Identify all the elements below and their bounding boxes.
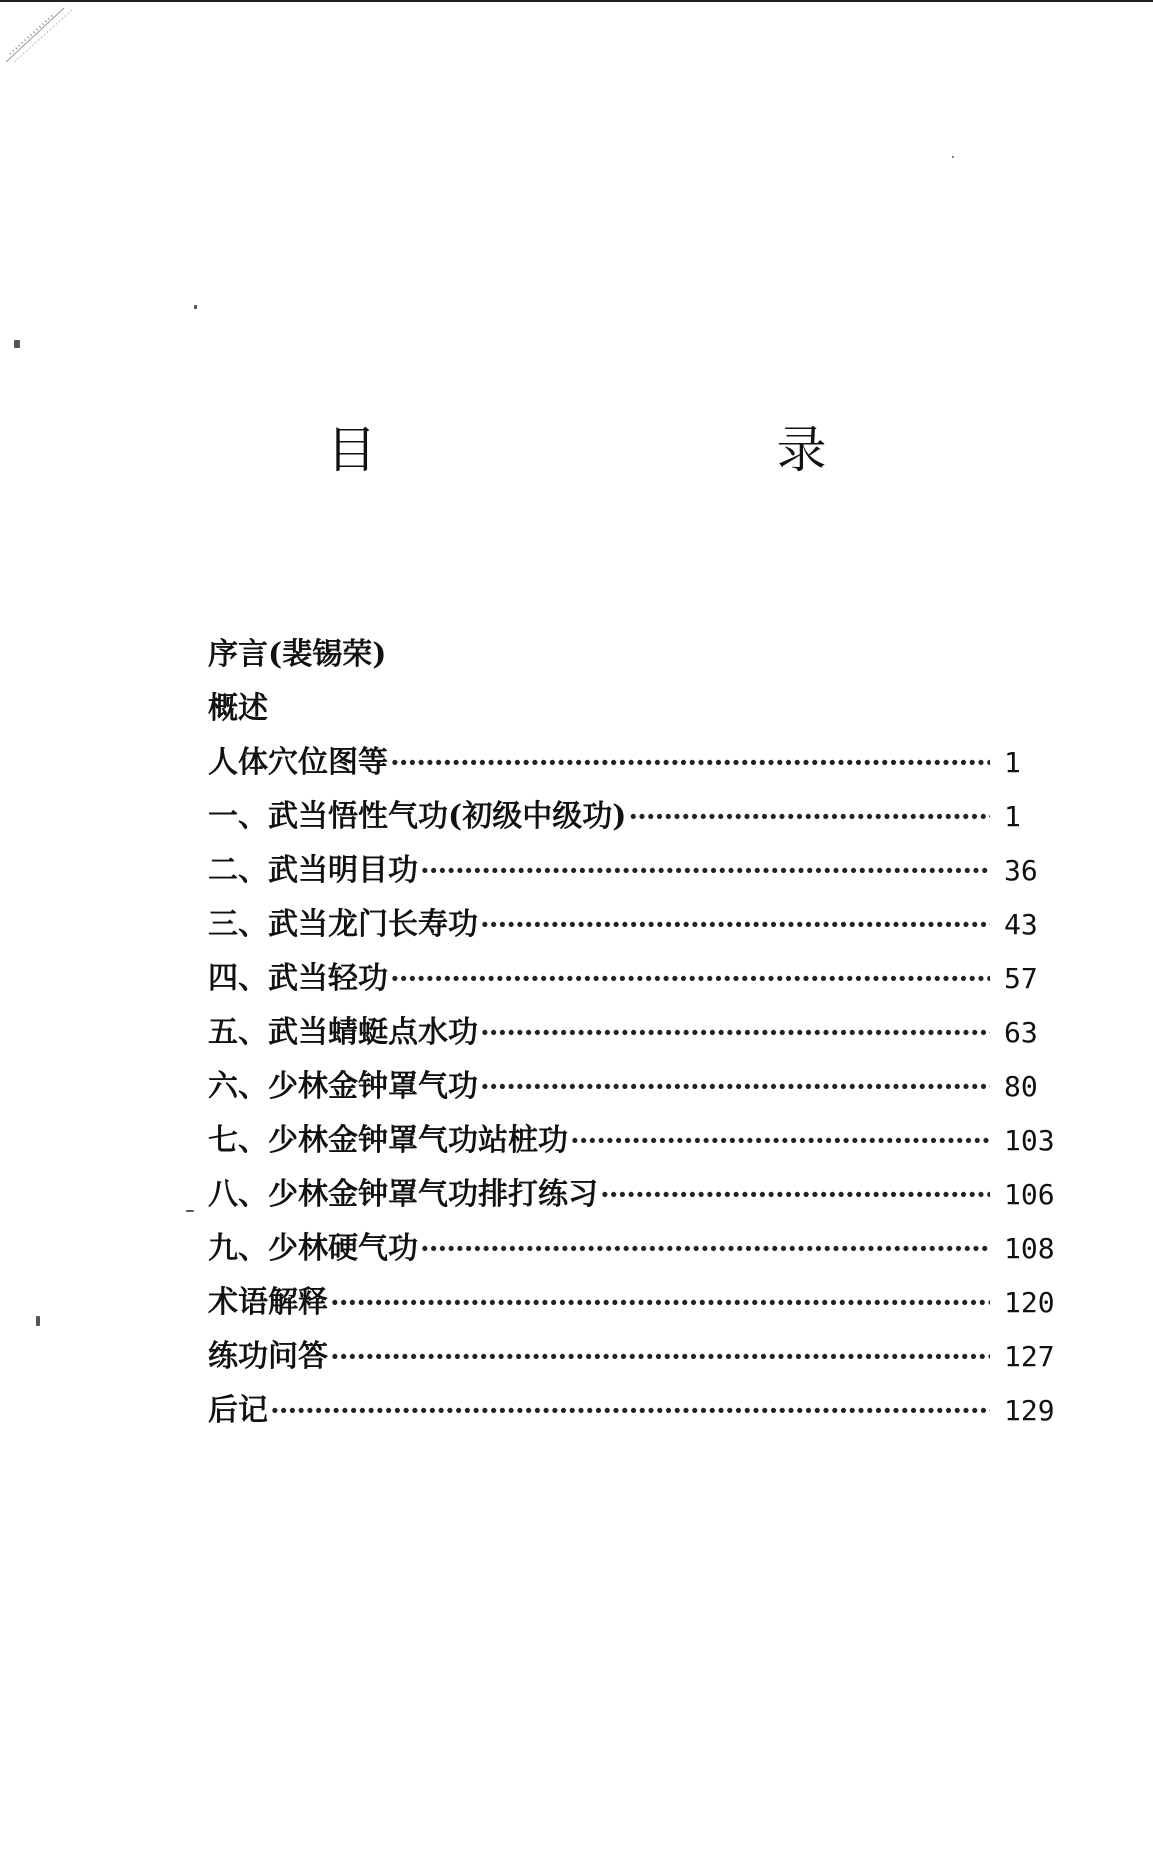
toc-entry — [208, 898, 1068, 952]
toc-entry-label: 序言(裴锡荣) — [208, 637, 387, 672]
dot-leader — [270, 1384, 990, 1438]
toc-entry-label: 三、武当龙门长寿功 — [208, 907, 478, 942]
dot-leader — [600, 1168, 990, 1222]
toc-entry-label: 概述 — [208, 691, 268, 726]
toc-entry — [208, 1384, 1068, 1438]
page-title: 目 录 — [326, 421, 927, 479]
scan-speck — [14, 340, 20, 348]
toc-entry — [208, 1060, 1068, 1114]
toc-entry-label: 练功问答 — [208, 1339, 328, 1374]
dot-leader — [420, 1222, 990, 1276]
toc-page-number: 108 — [1004, 1232, 1055, 1265]
toc-entry — [208, 628, 1068, 682]
toc-page-number: 36 — [1004, 854, 1038, 887]
toc-entry — [208, 1168, 1068, 1222]
toc-page-number: 1 — [1004, 800, 1021, 833]
toc-entry — [208, 844, 1068, 898]
toc-entry — [208, 1114, 1068, 1168]
toc-entry-label: 一、武当悟性气功(初级中级功) — [208, 799, 627, 834]
toc-entry — [208, 1276, 1068, 1330]
scan-speck — [194, 305, 197, 309]
toc-entry-label: 术语解释 — [208, 1285, 328, 1320]
toc-entry — [208, 1222, 1068, 1276]
toc-page-number: 129 — [1004, 1394, 1055, 1427]
toc-entry-label: 四、武当轻功 — [208, 961, 388, 996]
toc-entry — [208, 682, 1068, 736]
corner-watermark-stamp — [4, 6, 74, 64]
scan-speck — [36, 1316, 40, 1326]
toc-entry-label: 人体穴位图等 — [208, 745, 388, 780]
top-border-line — [0, 0, 1153, 2]
toc-entry — [208, 790, 1068, 844]
dot-leader — [480, 1060, 990, 1114]
toc-entry — [208, 1006, 1068, 1060]
dot-leader — [390, 736, 990, 790]
dot-leader — [330, 1330, 990, 1384]
table-of-contents — [208, 628, 1068, 1438]
dot-leader — [480, 1006, 990, 1060]
dot-leader — [480, 898, 990, 952]
toc-entry-label: 二、武当明目功 — [208, 853, 418, 888]
toc-page-number: 120 — [1004, 1286, 1055, 1319]
toc-entry-label: 五、武当蜻蜓点水功 — [208, 1015, 478, 1050]
toc-entry-label: 六、少林金钟罩气功 — [208, 1069, 478, 1104]
toc-page-number: 127 — [1004, 1340, 1055, 1373]
toc-page-number: 1 — [1004, 746, 1021, 779]
toc-page-number: 63 — [1004, 1016, 1038, 1049]
toc-page-number: 57 — [1004, 962, 1038, 995]
dot-leader — [628, 790, 990, 844]
toc-entry — [208, 1330, 1068, 1384]
toc-page-number: 80 — [1004, 1070, 1038, 1103]
dot-leader — [420, 844, 990, 898]
toc-entry-label: 后记 — [208, 1393, 268, 1428]
dot-leader — [330, 1276, 990, 1330]
scan-speck — [186, 1210, 194, 1212]
toc-entry — [208, 736, 1068, 790]
dot-leader — [390, 952, 990, 1006]
toc-page-number: 106 — [1004, 1178, 1055, 1211]
toc-entry-label: 八、少林金钟罩气功排打练习 — [208, 1177, 598, 1212]
scan-speck — [952, 156, 954, 158]
toc-page-number: 103 — [1004, 1124, 1055, 1157]
toc-entry-label: 九、少林硬气功 — [208, 1231, 418, 1266]
toc-page-number: 43 — [1004, 908, 1038, 941]
toc-entry-label: 七、少林金钟罩气功站桩功 — [208, 1123, 568, 1158]
dot-leader — [570, 1114, 990, 1168]
toc-entry — [208, 952, 1068, 1006]
